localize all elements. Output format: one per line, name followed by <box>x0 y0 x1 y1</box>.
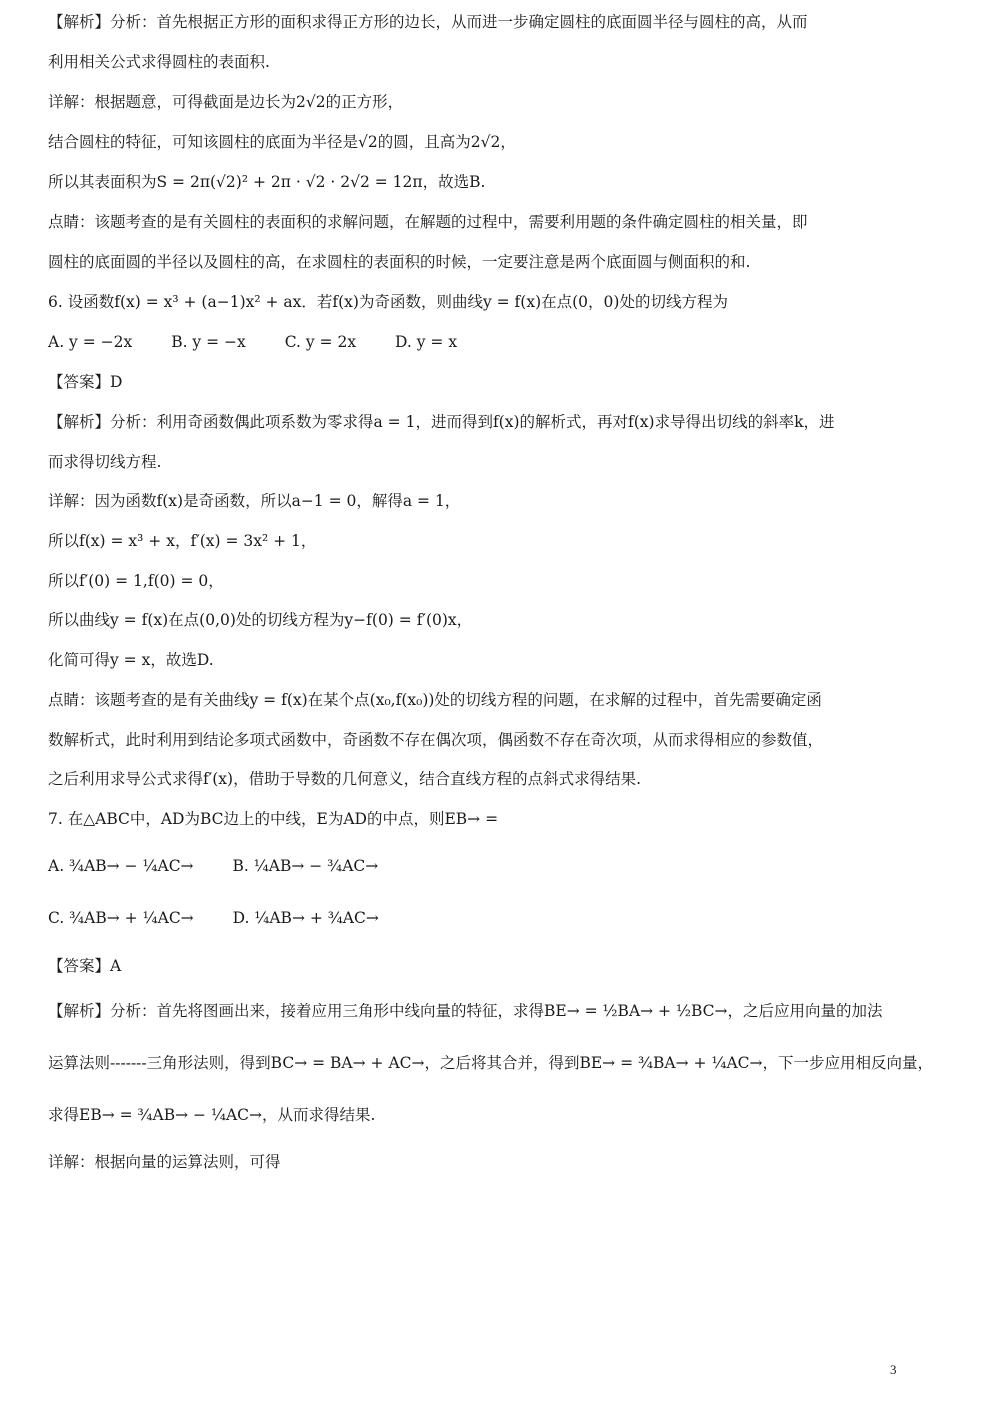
text-line: 化简可得y = x，故选D. <box>48 651 214 669</box>
text-line: 所以f(x) = x³ + x，f′(x) = 3x² + 1， <box>48 532 317 550</box>
text-line: 运算法则-------三角形法则，得到BC→ = BA→ + AC→，之后将其合并，得到BE→ = ¾BA→ + ¼AC→，下一步应用相反向量， <box>48 1054 934 1072</box>
text-line: 详解：根据向量的运算法则，可得 <box>48 1153 281 1171</box>
text-line: 点睛：该题考查的是有关圆柱的表面积的求解问题，在解题的过程中，需要利用题的条件确定圆柱的相关量，即 <box>48 213 808 231</box>
question-6-options <box>48 331 953 353</box>
text-line: 详解：根据题意，可得截面是边长为2√2的正方形， <box>48 93 404 111</box>
text-line: 之后利用求导公式求得f′(x)，借助于导数的几何意义，结合直线方程的点斜式求得结果. <box>48 770 642 788</box>
text-line: 结合圆柱的特征，可知该圆柱的底面为半径是√2的圆，且高为2√2， <box>48 133 516 151</box>
option-d: D. ¼AB→ + ¾AC→ <box>232 909 379 927</box>
answer-label: 【答案】A <box>48 957 122 975</box>
option-a: A. y = −2x <box>48 333 133 351</box>
option-d: D. y = x <box>395 333 458 351</box>
text-line: 求得EB→ = ¾AB→ − ¼AC→，从而求得结果. <box>48 1106 376 1124</box>
text-line: 【解析】分析：首先根据正方形的面积求得正方形的边长，从而进一步确定圆柱的底面圆半径与圆柱的高，从而 <box>48 13 808 31</box>
question-7-options-row-2 <box>48 907 953 929</box>
option-c: C. ¾AB→ + ¼AC→ <box>48 909 194 927</box>
page-number: 3 <box>890 1362 897 1377</box>
text-line: 点睛：该题考查的是有关曲线y = f(x)在某个点(x₀,f(x₀))处的切线方程的问题，在求解的过程中，首先需要确定函 <box>48 691 822 709</box>
text-line: 详解：因为函数f(x)是奇函数，所以a−1 = 0，解得a = 1， <box>48 492 461 510</box>
question-6-stem: 6. 设函数f(x) = x³ + (a−1)x² + ax．若f(x)为奇函数，则曲线y = f(x)在点(0，0)处的切线方程为 <box>48 293 728 311</box>
text-line: 【解析】分析：首先将图画出来，接着应用三角形中线向量的特征，求得BE→ = ½BA→ + ½BC→，之后应用向量的加法 <box>48 1002 883 1020</box>
text-line: 数解析式，此时利用到结论多项式函数中，奇函数不存在偶次项，偶函数不存在奇次项，从而求得相应的参数值， <box>48 731 824 749</box>
question-7-stem: 7. 在△ABC中，AD为BC边上的中线，E为AD的中点，则EB→ = <box>48 810 499 828</box>
text-line: 而求得切线方程. <box>48 453 162 471</box>
text-line: 所以f′(0) = 1,f(0) = 0， <box>48 572 224 590</box>
text-line: 所以曲线y = f(x)在点(0,0)处的切线方程为y−f(0) = f′(0)x， <box>48 611 473 629</box>
question-7-options-row-1 <box>48 855 953 877</box>
text-line: 所以其表面积为S = 2π(√2)² + 2π · √2 · 2√2 = 12π，故选B. <box>48 173 486 191</box>
option-c: C. y = 2x <box>284 333 357 351</box>
text-line: 【解析】分析：利用奇函数偶此项系数为零求得a = 1，进而得到f(x)的解析式，再对f(x)求导得出切线的斜率k，进 <box>48 413 835 431</box>
option-b: B. y = −x <box>171 333 246 351</box>
option-b: B. ¼AB→ − ¾AC→ <box>232 857 379 875</box>
text-line: 圆柱的底面圆的半径以及圆柱的高，在求圆柱的表面积的时候，一定要注意是两个底面圆与侧面积的和. <box>48 253 751 271</box>
answer-label: 【答案】D <box>48 373 123 391</box>
text-line: 利用相关公式求得圆柱的表面积. <box>48 53 270 71</box>
option-a: A. ¾AB→ − ¼AC→ <box>48 857 194 875</box>
